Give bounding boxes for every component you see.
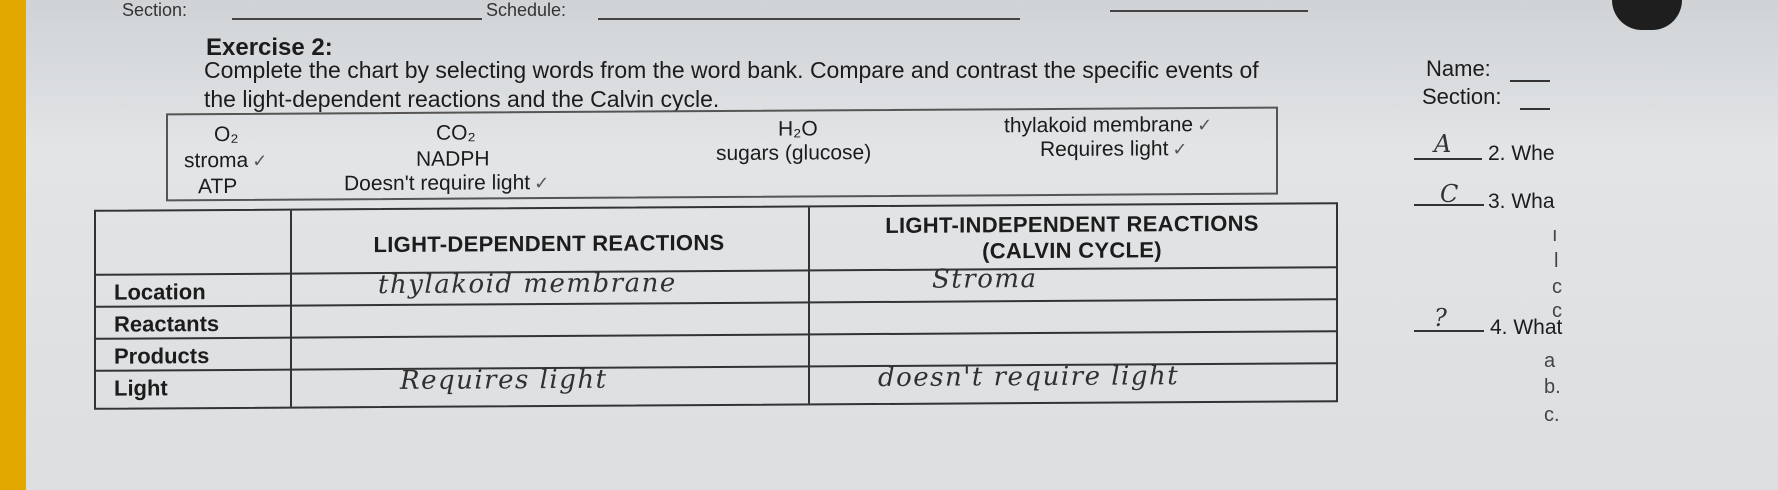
- word-co2: CO₂: [436, 121, 476, 145]
- instruction-line-2: the light-dependent reactions and the Calvin cycle.: [204, 86, 720, 112]
- word-requires-light: [1040, 137, 1188, 162]
- word-stroma-text: stroma: [184, 148, 249, 173]
- check-mark-icon: ✓: [1197, 115, 1213, 136]
- text-fragment: c: [1552, 276, 1562, 298]
- header-calvin-line-2: (CALVIN CYCLE): [982, 237, 1162, 264]
- word-o2: O₂: [214, 122, 239, 147]
- text-fragment: c: [1552, 300, 1562, 322]
- answer-light-light[interactable]: Requires light: [400, 364, 608, 396]
- question-3: 3. Wha: [1488, 190, 1555, 213]
- answer-q2: A: [1434, 130, 1452, 158]
- name-label: Name:: [1426, 56, 1491, 81]
- answer-line-q3[interactable]: [1414, 204, 1484, 206]
- word-thylakoid-membrane-text: thylakoid membrane: [1004, 113, 1194, 138]
- option-c: c.: [1544, 404, 1560, 426]
- answer-location-calvin[interactable]: Stroma: [932, 264, 1038, 295]
- answer-q4: ?: [1434, 304, 1447, 332]
- word-sugars: sugars (glucose): [716, 141, 872, 166]
- answer-light-calvin[interactable]: doesn't require light: [878, 361, 1180, 394]
- check-mark-icon: ✓: [1172, 139, 1188, 160]
- name-field[interactable]: [1510, 80, 1550, 82]
- answer-line-q2[interactable]: [1414, 158, 1482, 160]
- word-requires-light-text: Requires light: [1040, 137, 1169, 162]
- binder-edge: [0, 0, 26, 490]
- answer-line-q4[interactable]: [1414, 330, 1484, 332]
- word-thylakoid-membrane: [1004, 113, 1212, 138]
- word-nadph: NADPH: [416, 147, 490, 171]
- header-line: [1110, 10, 1308, 12]
- section-line: [232, 18, 482, 20]
- question-4: 4. What: [1490, 316, 1563, 339]
- table-divider: [96, 266, 1336, 276]
- text-fragment: l: [1554, 250, 1559, 272]
- exercise-title: Exercise 2:: [206, 34, 333, 61]
- option-b: b.: [1544, 376, 1561, 398]
- header-light-dependent: LIGHT-DEPENDENT REACTIONS: [373, 229, 725, 258]
- row-label-light: Light: [114, 375, 168, 401]
- header-calvin-line-1: LIGHT-INDEPENDENT REACTIONS: [885, 210, 1259, 238]
- text-fragment: ı: [1552, 224, 1558, 246]
- comparison-table: [94, 202, 1338, 410]
- header-section-label: Section:: [122, 0, 188, 20]
- answer-q3: C: [1440, 180, 1459, 208]
- word-stroma: [184, 149, 267, 174]
- table-divider: [96, 330, 1336, 340]
- check-mark-icon: ✓: [252, 150, 268, 171]
- question-2: 2. Whe: [1488, 142, 1555, 165]
- section-label: Section:: [1422, 84, 1502, 109]
- check-mark-icon: ✓: [534, 173, 550, 194]
- table-divider: [96, 298, 1336, 308]
- answer-location-light[interactable]: thylakoid membrane: [378, 268, 677, 301]
- schedule-line: [598, 18, 1020, 20]
- row-label-location: Location: [114, 279, 206, 305]
- row-label-products: Products: [114, 343, 210, 369]
- option-a: a: [1544, 350, 1556, 372]
- word-atp: ATP: [198, 174, 238, 199]
- word-bank: [166, 107, 1278, 202]
- row-label-reactants: Reactants: [114, 311, 220, 337]
- word-doesnt-require-light: [344, 171, 549, 196]
- section-field[interactable]: [1520, 108, 1550, 110]
- instruction-line-1: Complete the chart by selecting words from the word bank. Compare and contrast the specific events of: [204, 57, 1259, 83]
- header-schedule-label: Schedule:: [486, 0, 567, 20]
- word-h2o: H₂O: [778, 117, 818, 141]
- word-doesnt-require-light-text: Doesn't require light: [344, 171, 531, 196]
- header-calvin-cycle: [810, 210, 1334, 265]
- instructions: [204, 56, 1344, 114]
